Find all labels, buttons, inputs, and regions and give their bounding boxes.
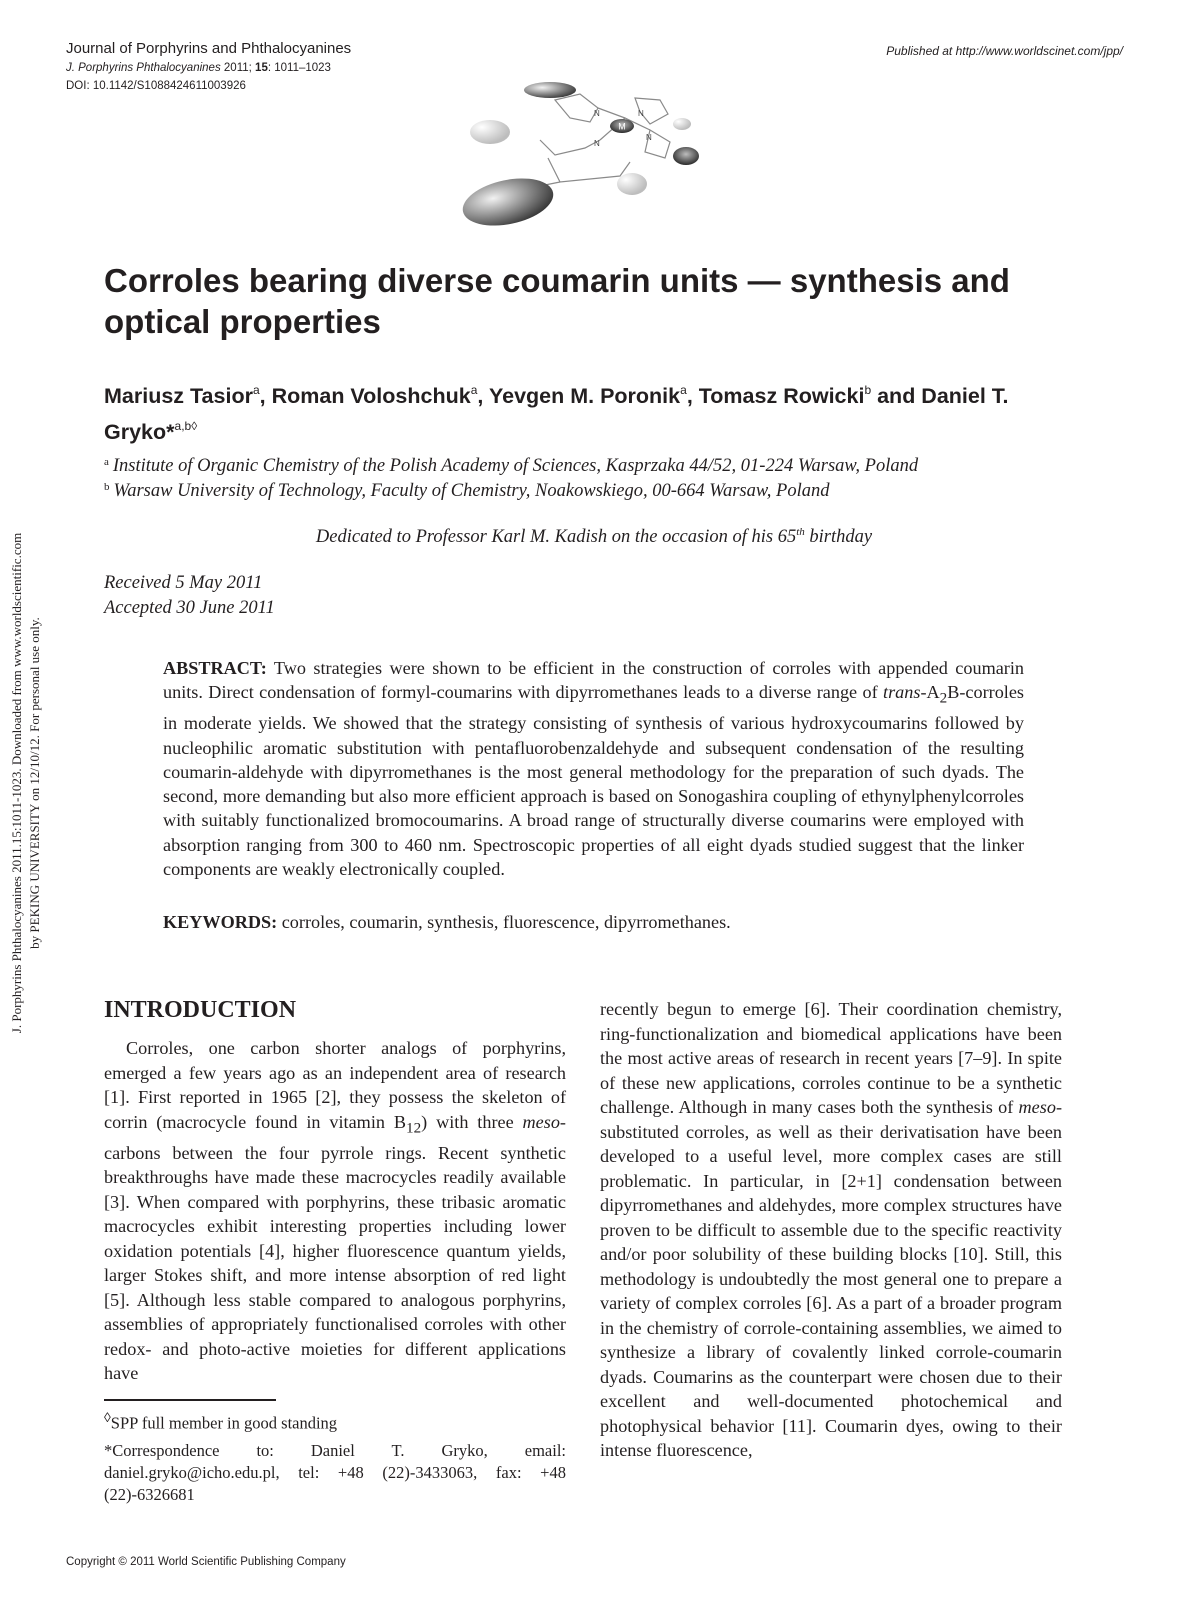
affiliation: $^a$ Institute of Organic Chemistry of the Polish Academy of Sciences, Kasprzaka 44/52, 01-224 Warsaw, Poland bbox=[104, 456, 919, 476]
ring-lobe bbox=[673, 118, 691, 130]
ring-lobe bbox=[524, 82, 576, 98]
author: Daniel T. Gryko*$^{a,b◊}$ bbox=[104, 384, 1009, 444]
published-url[interactable]: Published at http://www.worldscinet.com/jpp/ bbox=[886, 44, 1123, 58]
keywords: KEYWORDS: corroles, coumarin, synthesis, fluorescence, dipyrromethanes. bbox=[163, 912, 731, 932]
author-list bbox=[104, 375, 1064, 447]
abstract-label: ABSTRACT: bbox=[163, 658, 267, 678]
ring-lobe bbox=[617, 173, 647, 195]
keywords-label: KEYWORDS: bbox=[163, 912, 278, 932]
abstract: ABSTRACT: Two strategies were shown to be efficient in the construction of corroles with appended coumarin units. Direct condensation of formyl-coumarins with dipyrromethanes leads to a diverse range of trans-$A_2B$-corroles in moderate yields. We showed that the strategy consisting of synthesis of various hydroxycoumarins followed by nucleophilic aromatic substitution with pentafluorobenzaldehyde and subsequent condensation of the resulting coumarin-aldehyde with dipyrromethanes is the most general methodology for the preparation of such dyads. The second, more demanding but also more efficient approach is based on Sonogashira coupling of ethynylphenylcorroles with suitably functionalized bromocoumarins. A broad range of structurally diverse coumarins were employed with absorption ranging from 300 to 460 nm. Spectroscopic properties of all eight dyads studied suggest that the linker components are weakly electronically coupled. bbox=[163, 658, 1024, 880]
download-stamp bbox=[8, 333, 44, 1233]
citation-journal: J. Porphyrins Phthalocyanines bbox=[66, 62, 221, 74]
footnote: ◊SPP full member in good standing bbox=[104, 1410, 338, 1433]
dedication: Dedicated to Professor Karl M. Kadish on the occasion of his 65th birthday bbox=[315, 526, 873, 548]
citation-pages: : 1011–1023 bbox=[267, 62, 331, 74]
citation-volume: 15 bbox=[255, 62, 268, 74]
paper-title: Corroles bearing diverse coumarin units — synthesis and optical properties bbox=[104, 262, 1010, 340]
journal-citation bbox=[66, 62, 331, 74]
nitrogen-label: N bbox=[646, 133, 652, 142]
nitrogen-label: N bbox=[594, 109, 600, 118]
metal-label: M bbox=[618, 121, 626, 132]
citation-year: 2011; bbox=[223, 62, 252, 74]
paragraph: Corroles, one carbon shorter analogs of porphyrins, emerged a few years ago as an independent area of research [1]. First reported in 1965 [2], they possess the skeleton of corrin (macrocycle found in vitamin $B_{12}$) with three meso-carbons between the four pyrrole rings. Recent synthetic breakthroughs have made these macrocycles readily available [3]. When compared with porphyrins, these tribasic aromatic macrocycles exhibit interesting properties including lower oxidation potentials [4], higher fluorescence quantum yields, larger Stokes shift, and more intense absorption of red light [5]. Although less stable compared to analogous porphyrins, assemblies of appropriately functionalised corroles with other redox- and photo-active moieties for different applications have bbox=[104, 1038, 566, 1384]
ring-lobe bbox=[673, 147, 699, 165]
affiliation: $^b$ Warsaw University of Technology, Faculty of Chemistry, Noakowskiego, 00-664 Warsaw, Poland bbox=[104, 481, 830, 501]
copyright: Copyright © 2011 World Scientific Publishing Company bbox=[66, 1556, 346, 1568]
received-date: Received 5 May 2011 bbox=[104, 573, 263, 593]
download-stamp-line: by PEKING UNIVERSITY on 12/10/12. For personal use only. bbox=[27, 617, 42, 949]
body-column-right bbox=[600, 997, 1062, 1463]
section-heading: INTRODUCTION bbox=[104, 997, 297, 1023]
ring-lobe bbox=[470, 120, 510, 144]
footnote-divider bbox=[104, 1399, 276, 1401]
journal-logo bbox=[460, 80, 720, 230]
body-column-left bbox=[104, 1036, 566, 1386]
nitrogen-label: N bbox=[594, 139, 600, 148]
accepted-date: Accepted 30 June 2011 bbox=[104, 598, 275, 618]
author: Roman Voloshchuk$^a$, bbox=[271, 383, 489, 408]
author: Mariusz Tasior$^a$, bbox=[104, 383, 272, 408]
nitrogen-label: N bbox=[638, 109, 644, 118]
dates bbox=[104, 571, 275, 621]
author: Tomasz Rowicki$^b$ and bbox=[698, 383, 922, 408]
ring-lobe bbox=[460, 171, 558, 230]
footnote-correspondence: *Correspondence to: Daniel T. Gryko, email: daniel.gryko@icho.edu.pl, tel: +48 (22)-3433063, fax: +48 (22)-6326681 bbox=[104, 1441, 566, 1504]
journal-name: Journal of Porphyrins and Phthalocyanines bbox=[66, 40, 352, 57]
paragraph: recently begun to emerge [6]. Their coordination chemistry, ring-functionalization and biomedical applications have been the most active areas of research in recent years [7–9]. In spite of these new applications, corroles continue to be a synthetic challenge. Although in many cases both the synthesis of meso-substituted corroles, as well as their derivatisation have been developed to a useful level, more complex cases are still problematic. In particular, in [2+1] condensation between dipyrromethanes and aldehydes, more complex structures have proven to be difficult to assemble due to the specific reactivity and/or poor solubility of these building blocks [10]. Still, this methodology is undoubtedly the most general one to prepare a variety of complex corroles [6]. As a part of a broader program in the chemistry of corrole-containing assemblies, we aimed to synthesize a library of covalently linked corrole-coumarin dyads. Coumarins as the counterpart were chosen due to their excellent and well-documented photochemical and photophysical behavior [11]. Coumarin dyes, owing to their intense fluorescence, bbox=[600, 999, 1062, 1460]
download-stamp-line: J. Porphyrins Phthalocyanines 2011.15:1011-1023. Downloaded from www.worldscientific.com bbox=[9, 532, 24, 1034]
author: Yevgen M. Poronik$^a$, bbox=[488, 383, 699, 408]
doi: DOI: 10.1142/S1088424611003926 bbox=[66, 80, 246, 92]
